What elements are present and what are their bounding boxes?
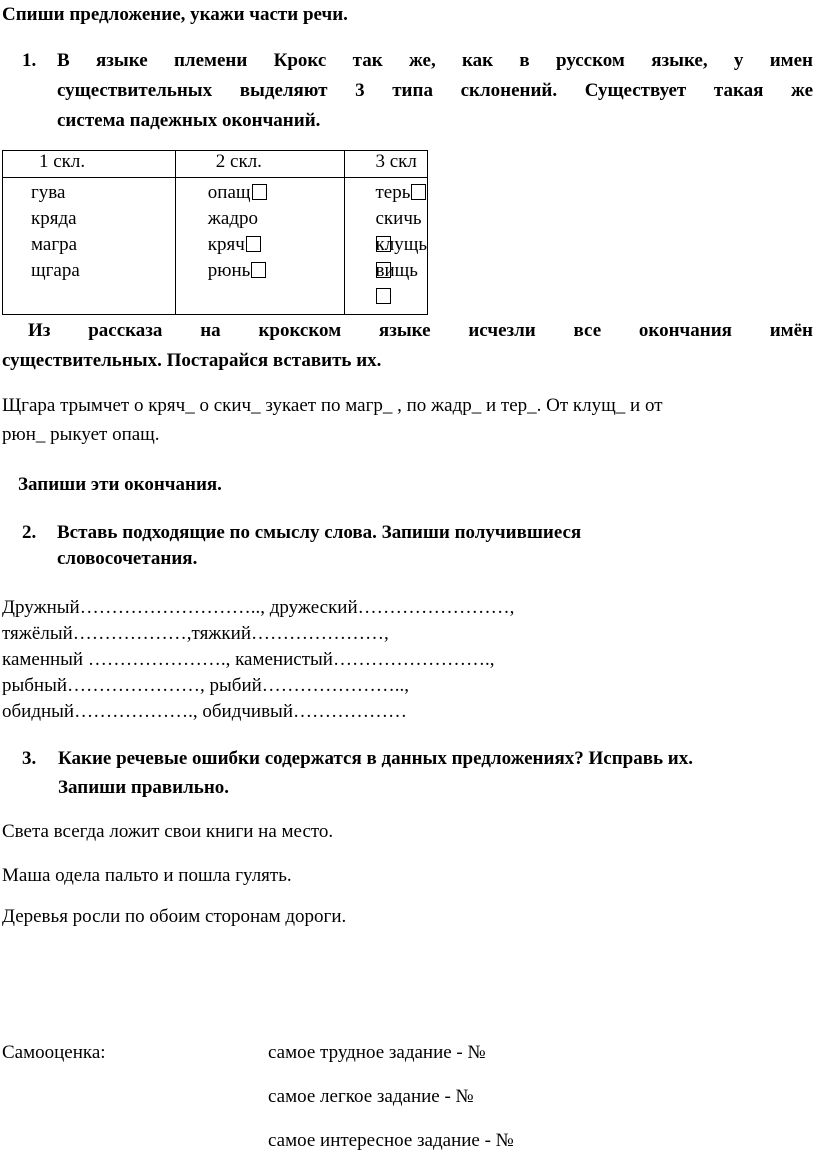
table-cell: клущь [375,234,427,255]
task3-number: 3. [22,748,37,769]
table-cell: гува [31,182,66,203]
table-cell: рюнь [207,260,251,281]
hardest-task-line: самое трудное задание - № [268,1042,486,1063]
table-cell: вищь [375,260,418,281]
table-col-3 [345,178,428,315]
self-assessment-label: Самооценка: [2,1042,106,1063]
page-heading: Спиши предложение, укажи части речи. [2,4,348,25]
table-cell: жадро [207,208,259,229]
blank-box [251,262,266,278]
story-line2: рюн_ рыкует опащ. [2,424,160,445]
table-cell: кряда [31,208,77,229]
story-intro-line1: Из рассказа на крокском языке исчезли все окончания имён [28,320,813,341]
table-cell: магра [31,234,78,255]
table-col-2 [175,178,345,315]
blank-box [246,236,261,252]
sentence-3: Деревья росли по обоим сторонам дороги. [2,906,347,927]
table-cell: опащ [207,182,251,203]
story-line1: Щгара трымчет о кряч_ о скич_ зукает по магр_ , по жадр_ и тер_. От клущ_ и от [2,395,663,416]
task2-line2: словосочетания. [57,548,198,569]
table-header-2: 2 скл. [175,151,345,178]
task3-line2: Запиши правильно. [58,777,230,798]
word-pair-line: каменный …………………., каменистый……………………., [2,649,495,670]
table-cell: скичь [375,208,422,229]
table-cell: щгара [31,260,80,281]
task3-line1: Какие речевые ошибки содержатся в данных предложениях? Исправь их. [58,748,693,769]
task1-line2: существительных выделяют 3 типа склонений. Существует такая же [57,80,813,101]
task1-number: 1. [22,50,37,71]
interesting-task-line: самое интересное задание - № [268,1130,514,1151]
word-pair-line: обидный………………., обидчивый……………… [2,701,407,722]
table-cell: терь [375,182,411,203]
task1-line1: В языке племени Крокс так же, как в русском языке, у имен [57,50,813,71]
word-pair-line: тяжёлый………………,тяжкий…………………, [2,623,389,644]
story-intro-line2: существительных. Постарайся вставить их. [2,350,382,371]
word-pair-line: рыбный…………………, рыбий………………….., [2,675,410,696]
declension-table [2,150,428,315]
table-header-1: 1 скл. [3,151,176,178]
easiest-task-line: самое легкое задание - № [268,1086,474,1107]
word-pair-line: Дружный……………………….., дружеский……………………, [2,597,515,618]
task2-number: 2. [22,522,37,543]
sentence-1: Света всегда ложит свои книги на место. [2,821,334,842]
table-cell: кряч [207,234,245,255]
table-col-1 [3,178,176,315]
sentence-2: Маша одела пальто и пошла гулять. [2,865,292,886]
task2-line1: Вставь подходящие по смыслу слова. Запиши получившиеся [57,522,582,543]
blank-box [376,288,391,304]
table-header-3: 3 скл [345,151,428,178]
task1-line3: система падежных окончаний. [57,110,321,131]
blank-box [411,184,426,200]
blank-box [252,184,267,200]
write-endings-instruction: Запиши эти окончания. [18,474,222,495]
